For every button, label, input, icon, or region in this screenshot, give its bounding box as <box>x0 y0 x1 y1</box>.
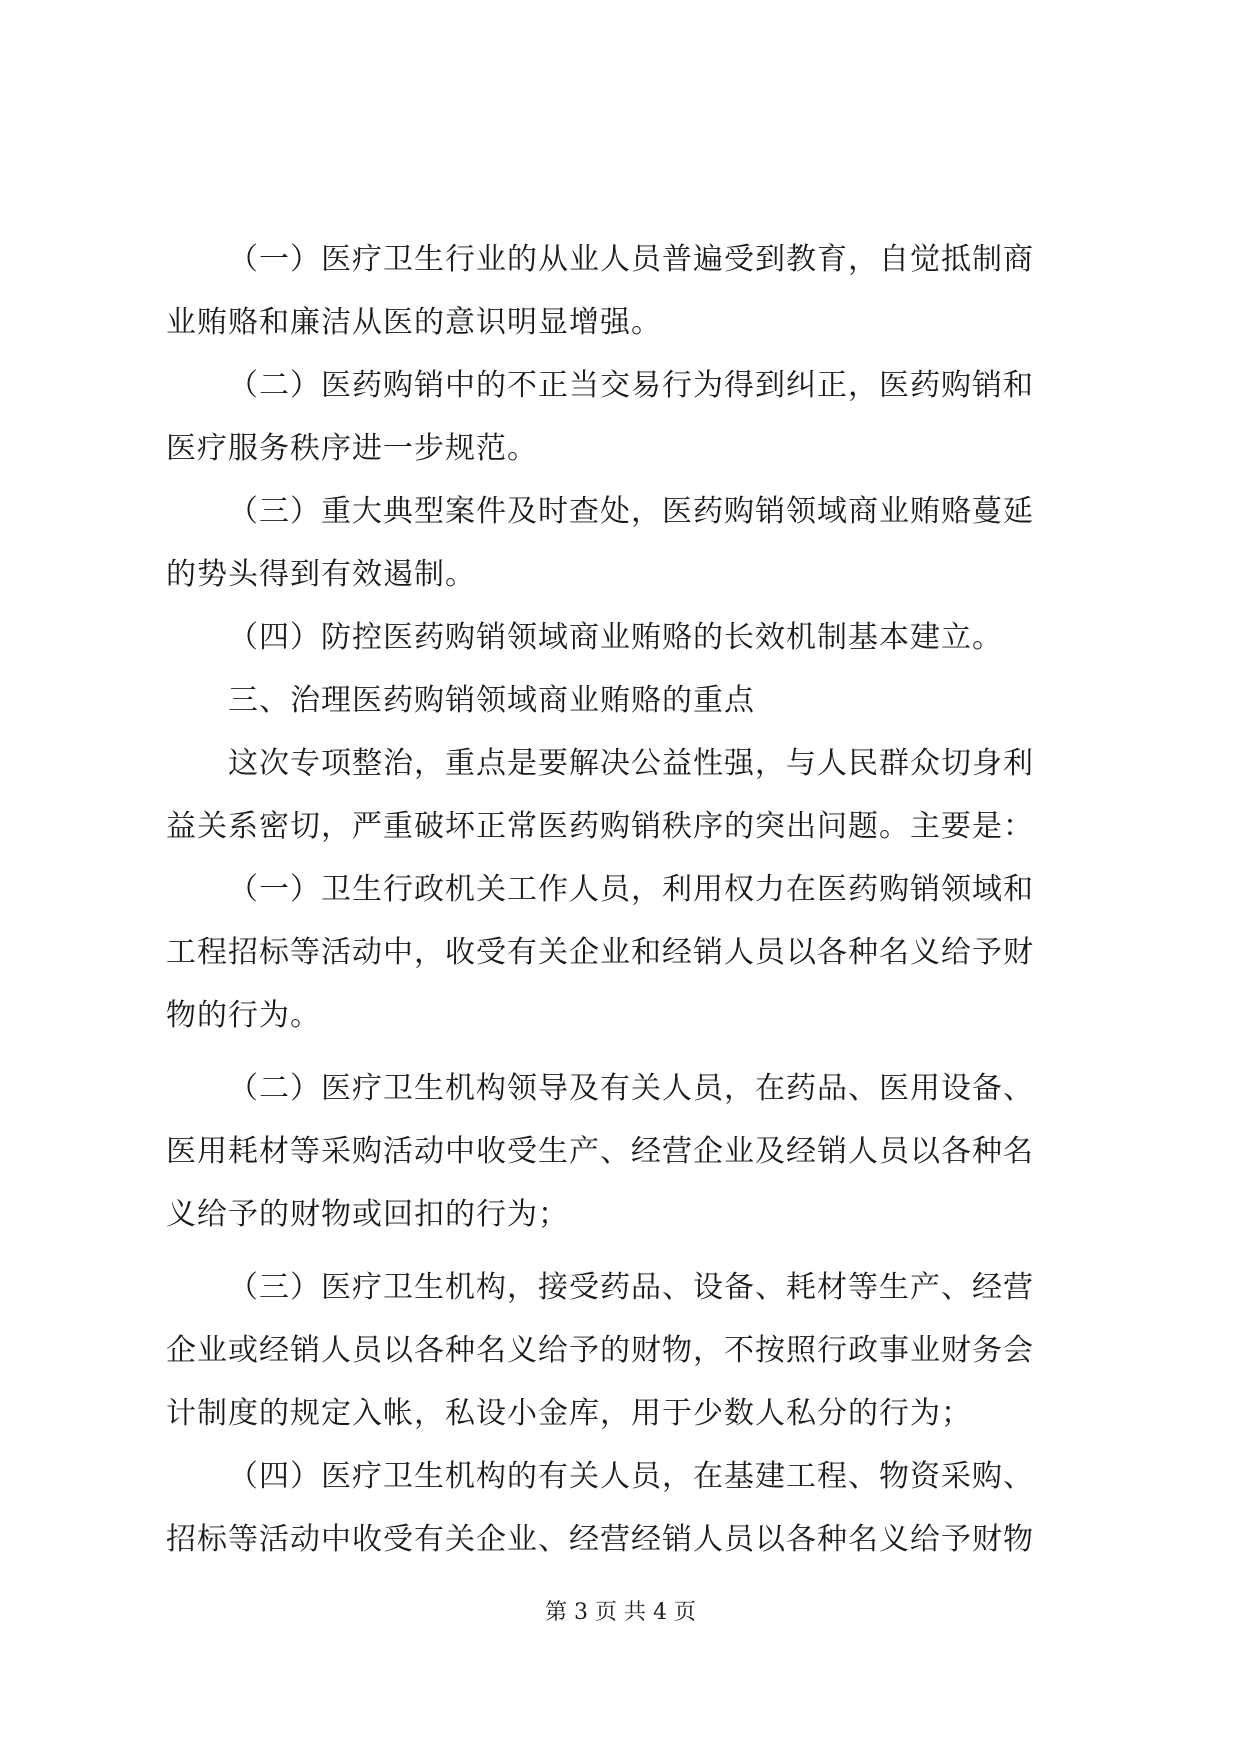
text-line: （二）医药购销中的不正当交易行为得到纠正，医药购销和 <box>228 368 1034 403</box>
page-number-footer: 第 3 页 共 4 页 <box>545 1600 696 1625</box>
text-line: 的势头得到有效遏制。 <box>166 557 476 592</box>
text-line: 业贿赂和廉洁从医的意识明显增强。 <box>166 305 662 340</box>
paragraph-7 <box>166 858 1074 1047</box>
text-line: 工程招标等活动中，收受有关企业和经销人员以各种名义给予财 <box>166 935 1034 970</box>
section-heading <box>166 669 1074 732</box>
paragraph-spacer <box>166 1246 1074 1256</box>
paragraph-9 <box>166 1256 1074 1445</box>
text-line: 物的行为。 <box>166 998 321 1033</box>
text-line: 招标等活动中收受有关企业、经营经销人员以各种名义给予财物 <box>166 1522 1034 1557</box>
paragraph-1 <box>166 228 1074 354</box>
text-line: （四）医疗卫生机构的有关人员，在基建工程、物资采购、 <box>228 1459 1034 1494</box>
text-line: 计制度的规定入帐，私设小金库，用于少数人私分的行为； <box>166 1396 972 1431</box>
paragraph-4 <box>166 606 1074 669</box>
section-heading-text: 三、治理医药购销领域商业贿赂的重点 <box>228 683 755 718</box>
text-line: （三）重大典型案件及时查处，医药购销领域商业贿赂蔓延 <box>228 494 1034 529</box>
text-line: （一）卫生行政机关工作人员，利用权力在医药购销领域和 <box>228 872 1034 907</box>
text-line: 益关系密切，严重破坏正常医药购销秩序的突出问题。主要是： <box>166 809 1034 844</box>
text-line: （四）防控医药购销领域商业贿赂的长效机制基本建立。 <box>228 620 1003 655</box>
text-line: （二）医疗卫生机构领导及有关人员，在药品、医用设备、 <box>228 1071 1034 1106</box>
paragraph-10 <box>166 1445 1074 1571</box>
text-line: 医用耗材等采购活动中收受生产、经营企业及经销人员以各种名 <box>166 1134 1034 1169</box>
text-line: 义给予的财物或回扣的行为； <box>166 1197 569 1232</box>
paragraph-8 <box>166 1057 1074 1246</box>
paragraph-spacer <box>166 1047 1074 1057</box>
text-line: 医疗服务秩序进一步规范。 <box>166 431 538 466</box>
text-line: 这次专项整治，重点是要解决公益性强，与人民群众切身利 <box>228 746 1034 781</box>
paragraph-6 <box>166 732 1074 858</box>
document-body <box>166 228 1074 1571</box>
text-line: （一）医疗卫生行业的从业人员普遍受到教育，自觉抵制商 <box>228 242 1034 277</box>
text-line: 企业或经销人员以各种名义给予的财物，不按照行政事业财务会 <box>166 1333 1034 1368</box>
paragraph-2 <box>166 354 1074 480</box>
paragraph-3 <box>166 480 1074 606</box>
text-line: （三）医疗卫生机构，接受药品、设备、耗材等生产、经营 <box>228 1270 1034 1305</box>
